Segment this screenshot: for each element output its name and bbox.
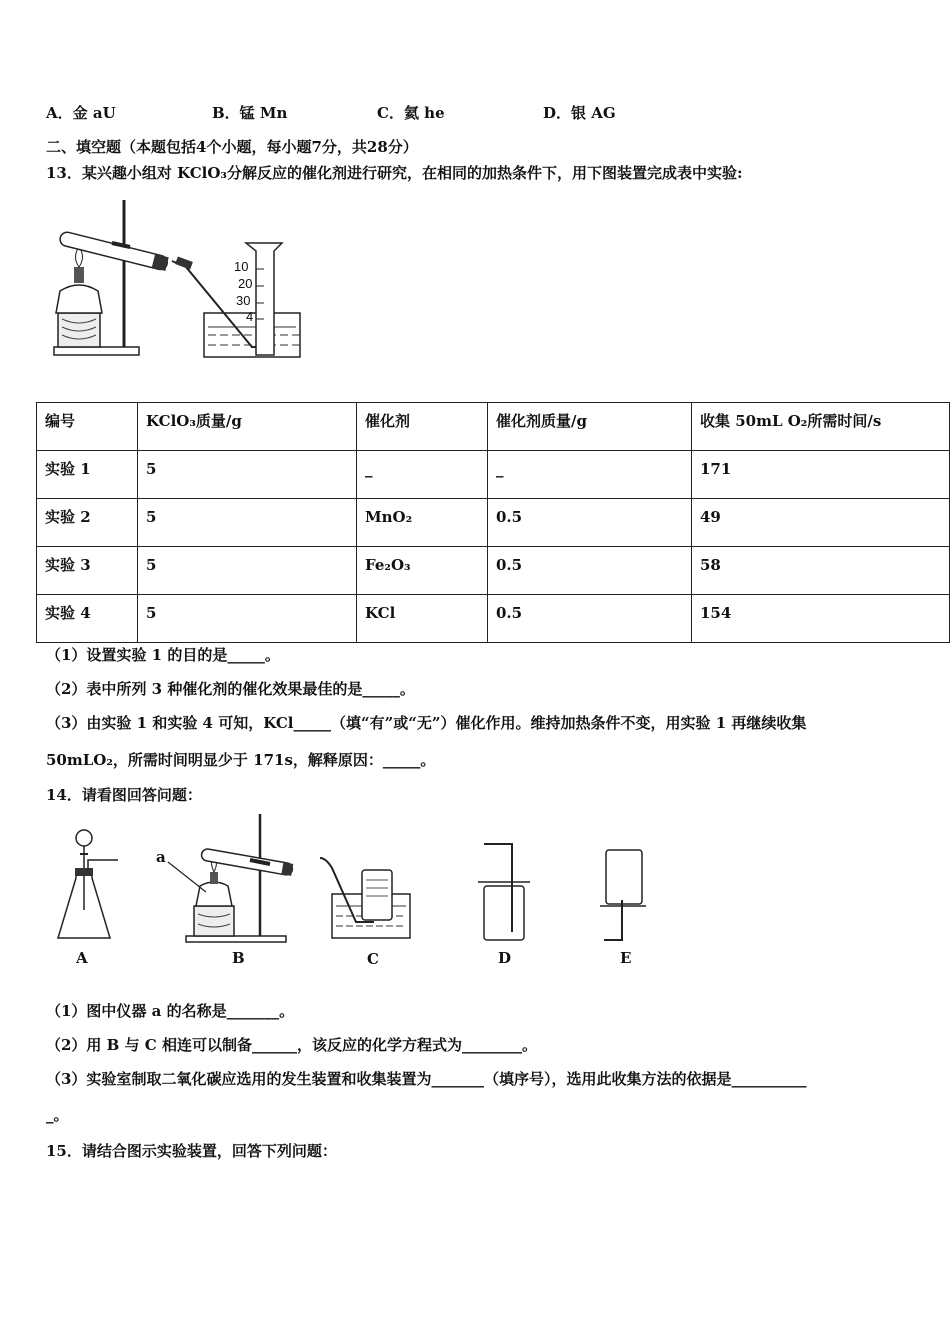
table-cell: MnO₂ <box>365 507 413 526</box>
table-cell: 5 <box>146 459 157 478</box>
table-cell: 0.5 <box>496 555 523 574</box>
experiment-table <box>36 402 950 643</box>
option-d: D．银 AG <box>543 104 616 122</box>
cylinder-mark: 20 <box>238 276 253 291</box>
table-row <box>37 595 950 643</box>
q14-sub1: （1）图中仪器 a 的名称是_______。 <box>46 1002 295 1020</box>
q13-sub3-line1: （3）由实验 1 和实验 4 可知，KCl_____（填“有”或“无”）催化作用。维持加热条件不变，用实验 1 再继续收集 <box>46 714 807 732</box>
q14-sub3-line2: _。 <box>46 1106 69 1124</box>
q14-sub3-line1: （3）实验室制取二氧化碳应选用的发生装置和收集装置为_______（填序号），选用此收集方法的依据是__________ <box>46 1070 807 1088</box>
section-heading: 二、填空题（本题包括4个小题，每小题7分，共28分） <box>46 138 418 156</box>
q13-sub1: （1）设置实验 1 的目的是_____。 <box>46 646 280 664</box>
option-b: B．锰 Mn <box>212 104 288 122</box>
table-cell: 实验 2 <box>45 508 91 526</box>
table-cell: 实验 1 <box>45 460 91 478</box>
option-a: A．金 aU <box>46 104 116 122</box>
table-header: KClO₃质量/g <box>146 412 242 430</box>
table-cell: _ <box>496 459 504 478</box>
table-cell: _ <box>365 459 373 478</box>
apparatus-label-c: C <box>367 950 379 968</box>
table-cell: 154 <box>700 603 732 622</box>
q15-stem: 15．请结合图示实验装置，回答下列问题： <box>46 1142 337 1160</box>
table-row <box>37 499 950 547</box>
instrument-a-label: a <box>156 848 166 866</box>
cylinder-mark: 30 <box>236 293 251 308</box>
table-cell: 58 <box>700 555 721 574</box>
table-cell: 0.5 <box>496 507 523 526</box>
table-cell: 0.5 <box>496 603 523 622</box>
table-header: 编号 <box>45 412 76 430</box>
option-c: C．氦 he <box>377 104 445 122</box>
apparatus-label-d: D <box>498 949 512 967</box>
table-cell: 5 <box>146 507 157 526</box>
q14-apparatus-figure <box>46 810 666 950</box>
q13-sub3-line2: 50mLO₂，所需时间明显少于 171s，解释原因：_____。 <box>46 751 436 769</box>
table-header-row <box>37 403 950 451</box>
table-row <box>37 451 950 499</box>
table-row <box>37 547 950 595</box>
q13-stem: 13．某兴趣小组对 KClO₃分解反应的催化剂进行研究，在相同的加热条件下，用下图装置完成表中实验: <box>46 164 743 182</box>
q14-stem: 14．请看图回答问题： <box>46 786 202 804</box>
table-cell: 49 <box>700 507 721 526</box>
table-cell: 实验 3 <box>45 556 91 574</box>
table-header: 收集 50mL O₂所需时间/s <box>700 412 882 430</box>
cylinder-mark: 10 <box>234 259 249 274</box>
q13-apparatus-figure <box>46 195 316 365</box>
cylinder-mark: 4 <box>246 309 254 324</box>
apparatus-label-a: A <box>76 949 88 967</box>
table-cell: 5 <box>146 603 157 622</box>
table-cell: 5 <box>146 555 157 574</box>
q13-sub2: （2）表中所列 3 种催化剂的催化效果最佳的是_____。 <box>46 680 415 698</box>
table-header: 催化剂质量/g <box>496 412 587 430</box>
apparatus-label-e: E <box>620 949 632 967</box>
table-cell: 实验 4 <box>45 604 91 622</box>
table-header: 催化剂 <box>365 412 411 430</box>
table-cell: KCl <box>365 603 396 622</box>
table-cell: Fe₂O₃ <box>365 555 411 574</box>
table-cell: 171 <box>700 459 732 478</box>
apparatus-label-b: B <box>232 949 245 967</box>
q14-sub2: （2）用 B 与 C 相连可以制备______，该反应的化学方程式为________。 <box>46 1036 537 1054</box>
